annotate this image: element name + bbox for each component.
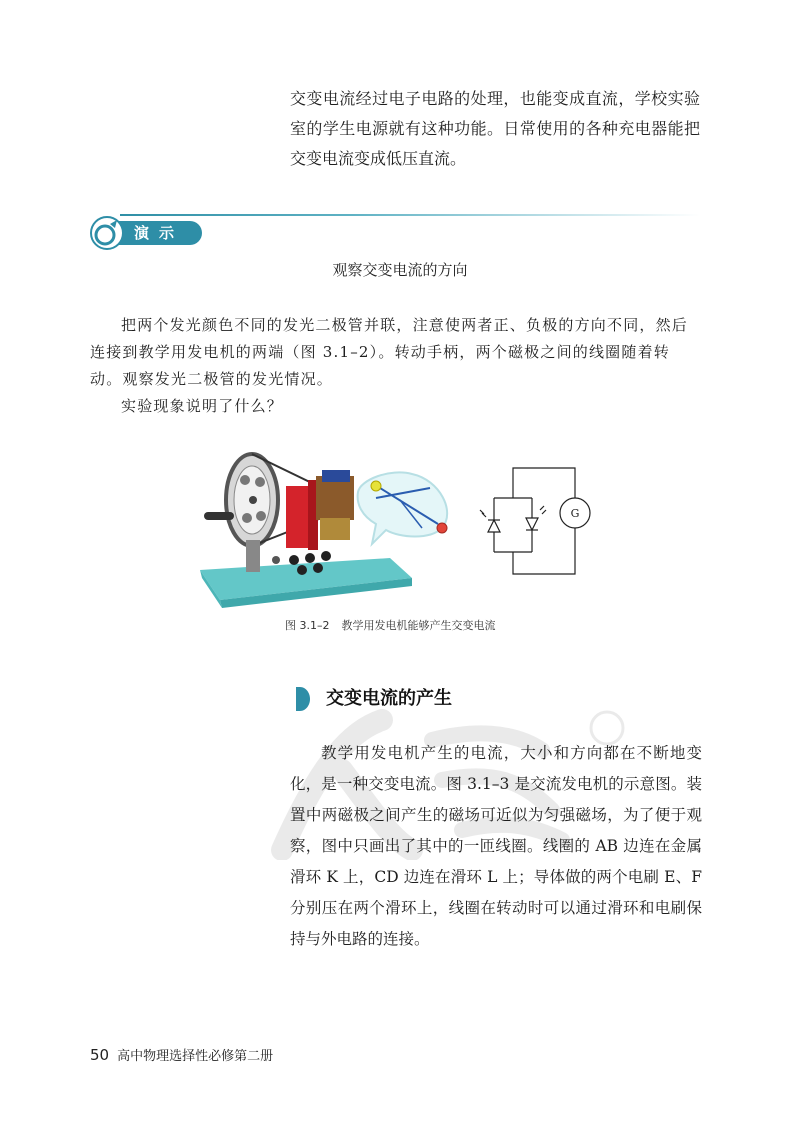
demo-body [90,312,702,420]
demo-banner [90,214,700,246]
page-number: 50 [90,1046,110,1064]
section-paragraph: 教学用发电机产生的电流，大小和方向都在不断地变化，是一种交变电流。图 3.1–3 是交流发电机的示意图。装置中两磁极之间产生的磁场可近似为匀强磁场，为了便于观察，图中只画出了其中的一匝线圈。线圈的 AB 边连在金属滑环 K 上，CD 边连在滑环 L 上；导体做的两个电刷 E、F 分别压在两个滑环上，线圈在转动时可以通过滑环和电刷保持与外电路的连接。 [290,744,702,948]
galvanometer-label: G [570,507,580,520]
intro-paragraph [290,84,700,174]
led-bubble [358,472,448,544]
demo-question: 实验现象说明了什么？ [121,397,284,415]
book-title: 高中物理选择性必修第二册 [117,1049,274,1064]
banner-rule [120,214,700,216]
demo-paragraph: 把两个发光颜色不同的发光二极管并联，注意使两者正、负极的方向不同，然后连接到教学用发电机的两端（图 3.1–2）。转动手柄，两个磁极之间的线圈随着转动。观察发光二极管的发光情况。 [90,316,689,388]
caption-number: 图 3.1–2 [285,619,330,632]
intro-text: 交变电流经过电子电路的处理，也能变成直流，学校实验室的学生电源就有这种功能。日常使用的各种充电器能把交变电流变成低压直流。 [290,89,700,168]
section-title: 交变电流的产生 [326,688,452,709]
page-footer [90,1045,273,1064]
demo-title: 观察交变电流的方向 [332,261,468,279]
section-body [290,738,702,955]
caption-text: 教学用发电机能够产生交变电流 [341,619,496,632]
demo-label: 演示 [98,221,202,245]
figure-caption [285,617,496,633]
section-marker-icon [296,687,310,711]
demo-badge-icon [90,216,124,250]
circuit-diagram [480,468,590,574]
generator-figure [190,440,610,610]
